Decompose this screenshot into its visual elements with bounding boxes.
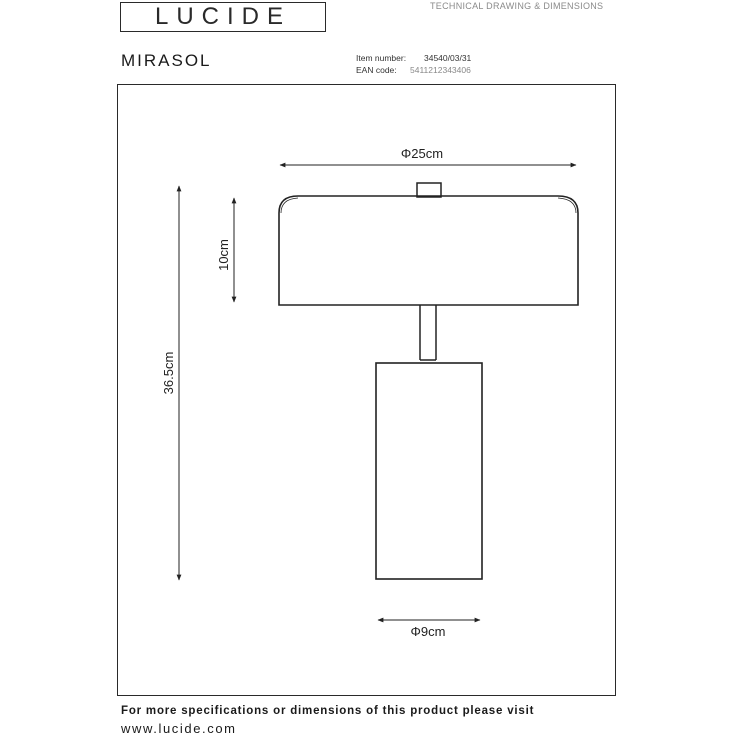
- item-number-value: 34540/03/31: [424, 53, 472, 63]
- ean-value: 5411212343406: [410, 65, 471, 75]
- product-name: MIRASOL: [121, 51, 212, 70]
- base-diameter-label: Φ9cm: [410, 624, 446, 639]
- lamp-stem: [420, 305, 436, 360]
- shade-top-knob: [417, 183, 441, 197]
- website-link[interactable]: www.lucide.com: [121, 721, 237, 736]
- lamp-shade: [279, 196, 578, 305]
- footer-info-text: For more specifications or dimensions of this product please visit: [121, 705, 535, 717]
- shade-height-label: 10cm: [216, 239, 231, 271]
- total-height-label: 36.5cm: [161, 351, 176, 395]
- document-type-label: TECHNICAL DRAWING & DIMENSIONS: [430, 1, 604, 11]
- ean-label: EAN code:: [356, 65, 397, 75]
- shade-diameter-label: Φ25cm: [400, 146, 444, 161]
- lamp-base: [376, 363, 482, 579]
- item-number-label: Item number:: [356, 53, 407, 63]
- brand-logo: LUCIDE: [154, 3, 292, 30]
